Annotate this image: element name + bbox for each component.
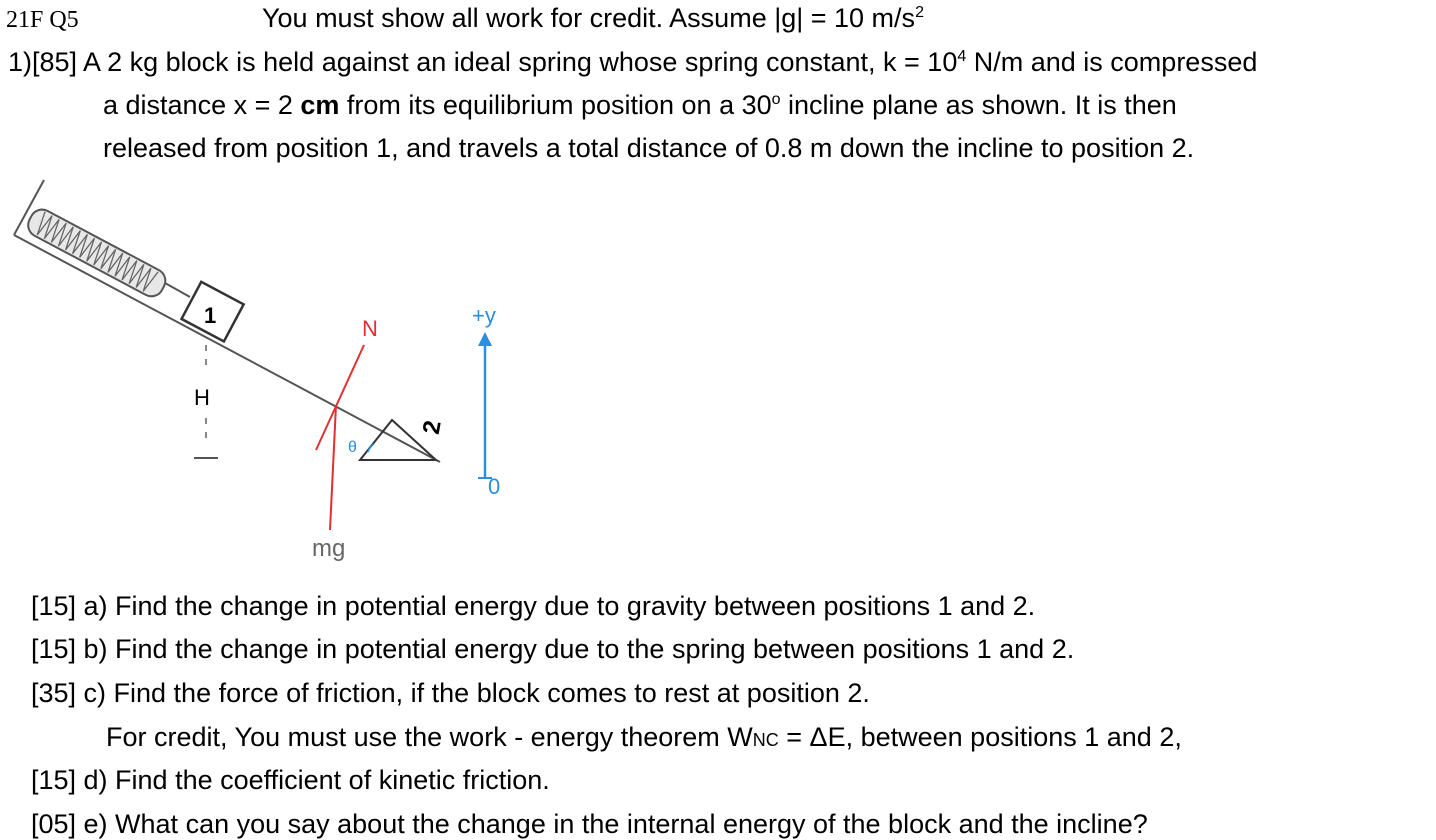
instructions-exponent: 2 [915,4,924,21]
position-2-label: 2 [417,418,447,437]
question-d: [15] d) Find the coefficient of kinetic friction. [31,765,550,795]
question-c-note-tail: = ΔE, between positions 1 and 2, [778,722,1182,752]
y-axis-top-label: +y [472,303,496,328]
problem-line-1 [8,46,1257,78]
height-label: H [194,385,210,410]
unit-cm: cm [300,90,340,120]
y-axis-arrowhead [478,332,492,346]
question-c-note-subscript: NC [752,730,779,750]
normal-label: N [362,316,378,341]
question-e: [05] e) What can you say about the change in the internal energy of the block and the incline? [31,809,1148,839]
degree-symbol: o [771,91,781,108]
question-c-note-text: For credit, You must use the work - energy theorem W [106,722,753,752]
problem-line-2-mid: from its equilibrium position on a 30 [339,90,772,120]
block-1-label: 1 [204,303,217,328]
weight-label: mg [312,535,346,562]
problem-line-2-text: a distance x = 2 [103,90,301,120]
course-label: 21F Q5 [6,7,79,33]
instructions-text: You must show all work for credit. Assume |g| = 10 m/s [262,3,916,33]
spring-rod [165,283,190,297]
question-c-note [106,721,1182,756]
problem-line-2 [103,89,1177,121]
y-axis-zero-label: 0 [488,474,501,499]
question-c: [35] c) Find the force of friction, if the block comes to rest at position 2. [31,678,870,708]
incline-diagram [0,165,540,570]
problem-line-3: released from position 1, and travels a total distance of 0.8 m down the incline to position 2. [103,133,1195,163]
question-b: [15] b) Find the change in potential energy due to the spring between positions 1 and 2. [31,634,1075,664]
problem-line-2-tail: incline plane as shown. It is then [780,90,1177,120]
spring-constant-exponent: 4 [957,48,967,65]
normal-force-vector [316,345,364,450]
angle-label: θ [348,439,357,456]
instructions [262,2,924,34]
problem-line-1-tail: N/m and is compressed [966,47,1258,77]
incline-line [14,235,440,462]
question-a: [15] a) Find the change in potential energy due to gravity between positions 1 and 2. [31,591,1036,621]
weight-vector [330,405,336,530]
problem-line-1-text: 1)[85] A 2 kg block is held against an ideal spring whose spring constant, k = 10 [8,47,958,77]
